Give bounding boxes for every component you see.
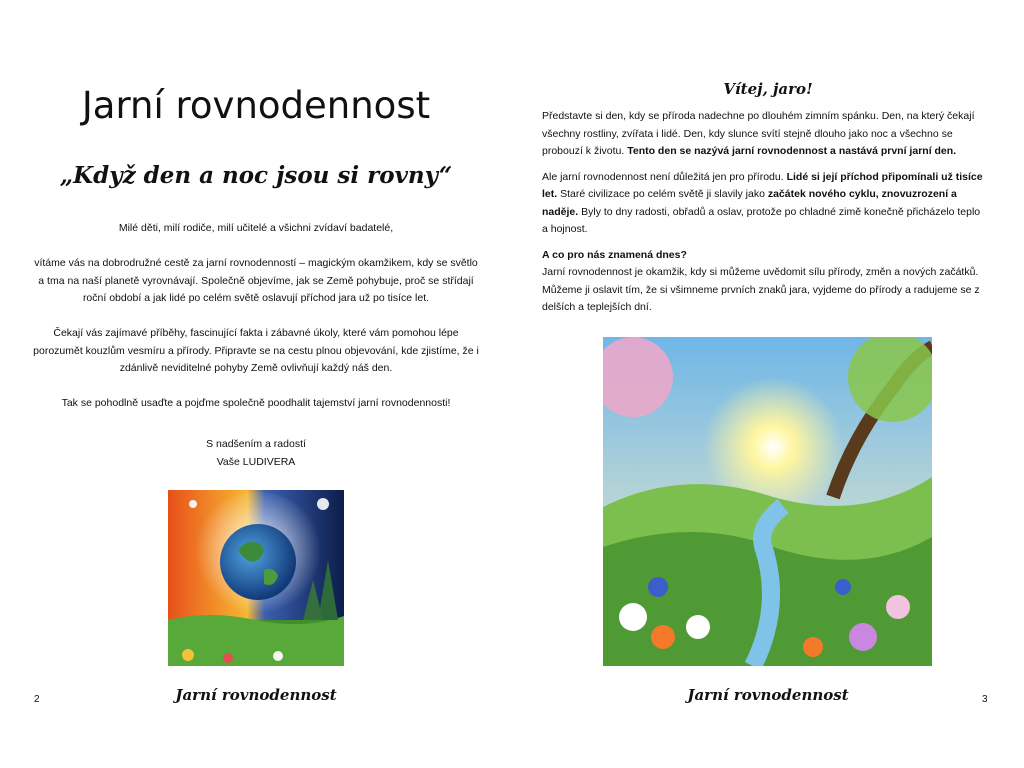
letter-paragraph-2: Čekají vás zajímavé příběhy, fascinující fakta i zábavné úkoly, které vám pomohou lépe porozumět kouzlům vesmíru a přírody. Připravte se na cestu plnou objevování, kde zjistíme, že i zdánlivě neviditelné pohyby Země ovlivňují každý náš den. <box>33 327 479 374</box>
right-caption: Jarní rovnodennost <box>687 686 849 704</box>
paragraph-3-heading: A co pro nás znamená dnes? <box>542 248 687 261</box>
left-caption: Jarní rovnodennost <box>175 686 337 704</box>
welcome-letter <box>30 220 482 430</box>
earth-illustration <box>168 490 344 666</box>
signature-line-1: S nadšením a radostí <box>206 438 306 450</box>
signature-line-2: Vaše LUDIVERA <box>216 455 296 468</box>
page-title: Jarní rovnodennost <box>81 84 431 127</box>
signature <box>0 436 512 471</box>
letter-paragraph-1: vítáme vás na dobrodružné cestě za jarní rovnodenností – magickým okamžikem, kdy se světlo a tma na naší planetě vyrovnávají. Společně objevíme, jak se Země pohybuje, proč se střídají roční období a jak lidé po celém světě oslavují příchod jara už po tisíce let. <box>34 257 478 304</box>
paragraph-1: Představte si den, kdy se příroda nadechne po dlouhém zimním spánku. Den, na který čekají všechny rostliny, zvířata i lidé. Den, kdy slunce svítí stejně dlouho jako noc a všechno se probouzí k životu. Tento den se nazývá jarní rovnodennost a nastává první jarní den. <box>542 110 975 157</box>
spring-landscape-illustration <box>603 337 932 666</box>
greeting: Milé děti, milí rodiče, milí učitelé a všichni zvídaví badatelé, <box>118 222 394 234</box>
page-subtitle: „Když den a noc jsou si rovny“ <box>59 162 453 189</box>
page-number-left: 2 <box>34 694 40 705</box>
letter-paragraph-3: Tak se pohodlně usaďte a pojďme společně poodhalit tajemství jarní rovnodennosti! <box>61 397 451 409</box>
section-body <box>542 108 988 325</box>
paragraph-2: Ale jarní rovnodennost není důležitá jen pro přírodu. Lidé si její příchod připomínali už tisíce let. Staré civilizace po celém světě ji slavily jako začátek nového cyklu, znovuzrození a naděje. Byly to dny radosti, obřadů a oslav, protože po chladné zimě konečně přicházelo teplo a hojnost. <box>542 170 983 235</box>
page-number-right: 3 <box>982 694 988 705</box>
right-page <box>512 0 1024 768</box>
section-heading: Vítej, jaro! <box>723 80 813 98</box>
paragraph-3: A co pro nás znamená dnes? Jarní rovnodennost je okamžik, kdy si můžeme uvědomit sílu přírody, změn a nových začátků. Můžeme ji oslavit tím, že si všimneme prvních znaků jara, vyjdeme do přírody a radujeme se z delších a teplejších dní. <box>542 248 980 313</box>
